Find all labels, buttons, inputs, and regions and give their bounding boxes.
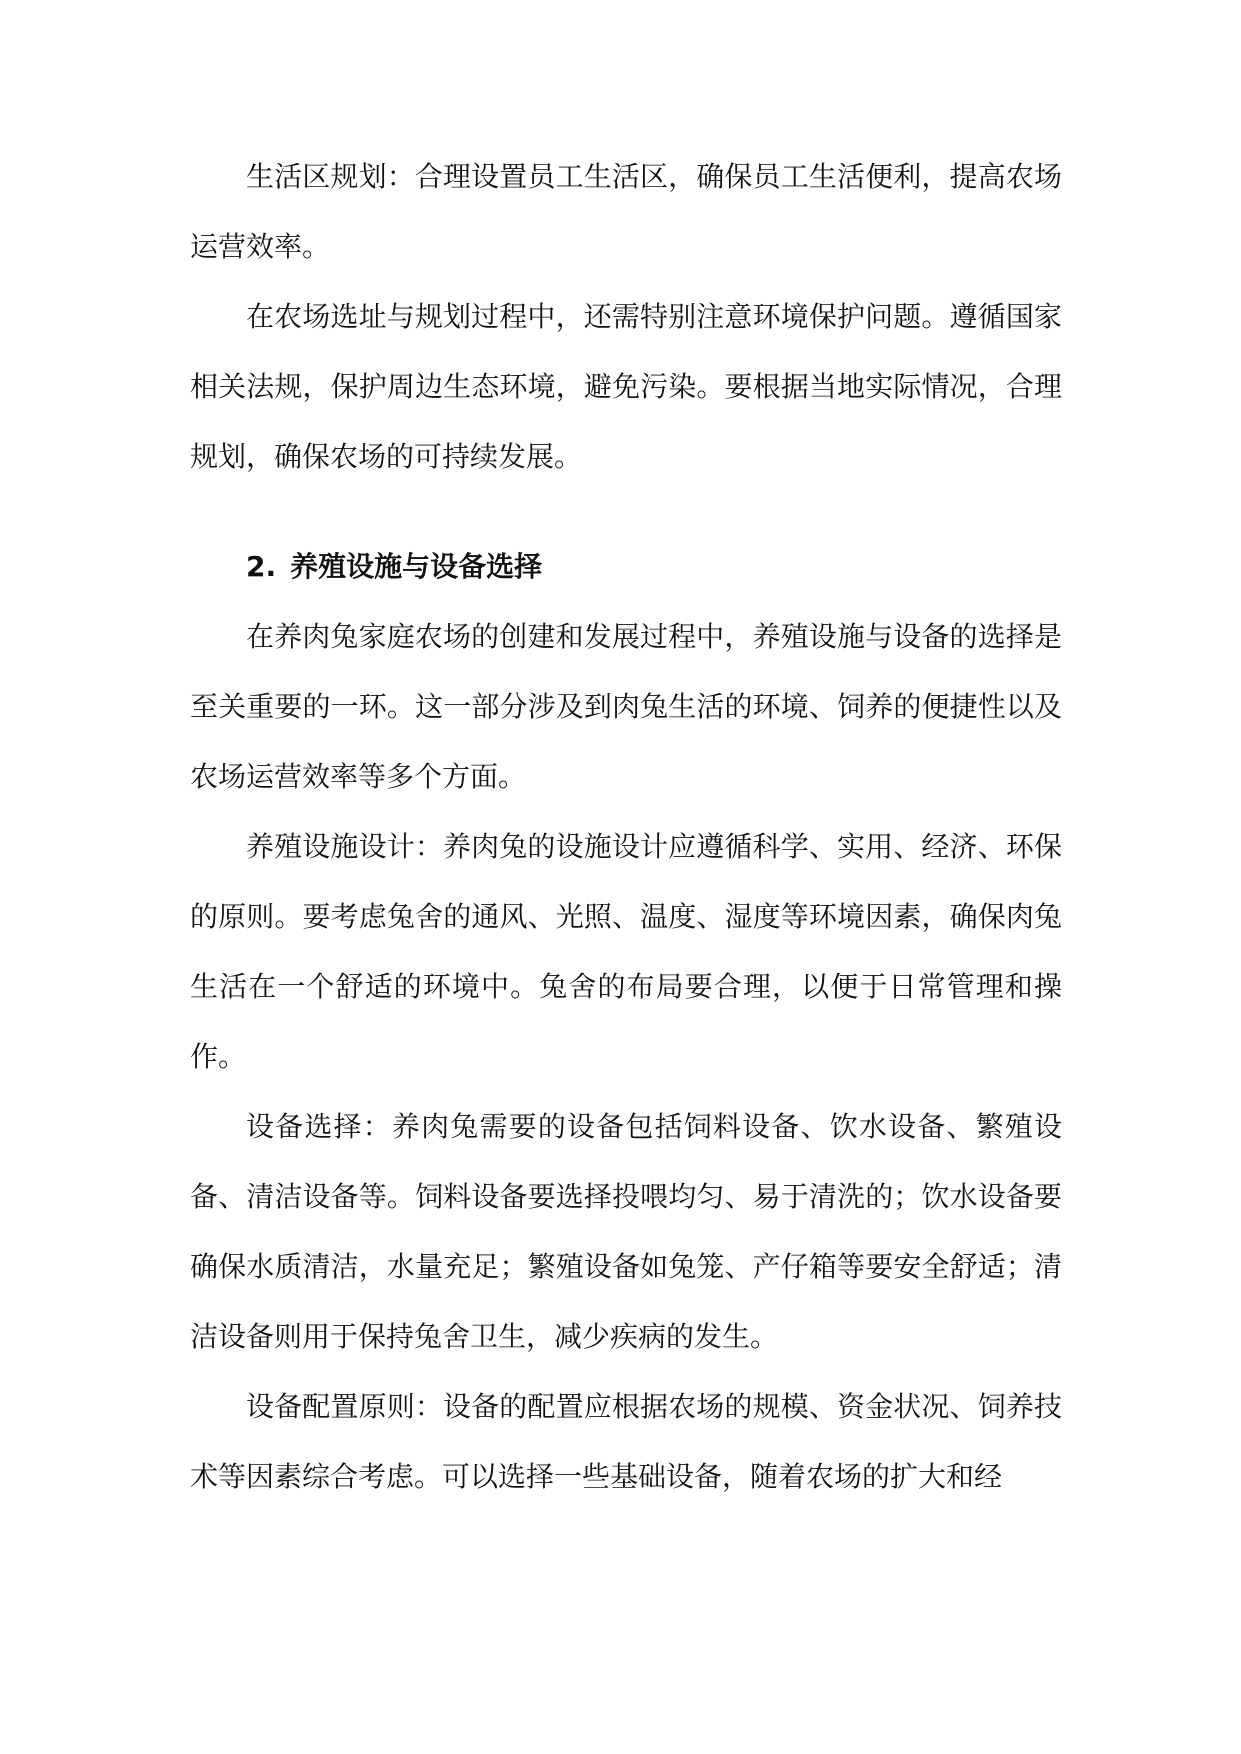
- section-title: 养殖设施与设备选择: [290, 550, 543, 583]
- paragraph-environment-protection: 在农场选址与规划过程中，还需特别注意环境保护问题。遵循国家相关法规，保护周边生态环境，避免污染。要根据当地实际情况，合理规划，确保农场的可持续发展。: [190, 300, 1062, 473]
- document-body: [190, 142, 1062, 1512]
- paragraph-intro: 在养肉兔家庭农场的创建和发展过程中，养殖设施与设备的选择是至关重要的一环。这一部分涉及到肉兔生活的环境、饲养的便捷性以及农场运营效率等多个方面。: [190, 620, 1062, 793]
- paragraph-equipment-principles: 设备配置原则：设备的配置应根据农场的规模、资金状况、饲养技术等因素综合考虑。可以选择一些基础设备，随着农场的扩大和经: [190, 1390, 1062, 1493]
- section-number: 2.: [246, 550, 277, 583]
- section-heading: [190, 532, 1062, 602]
- paragraph-facility-design: 养殖设施设计：养肉兔的设施设计应遵循科学、实用、经济、环保的原则。要考虑兔舍的通风、光照、温度、湿度等环境因素，确保肉兔生活在一个舒适的环境中。兔舍的布局要合理，以便于日常管理和操作。: [190, 830, 1062, 1073]
- paragraph-living-area: 生活区规划：合理设置员工生活区，确保员工生活便利，提高农场运营效率。: [190, 160, 1062, 263]
- paragraph-equipment-selection: 设备选择：养肉兔需要的设备包括饲料设备、饮水设备、繁殖设备、清洁设备等。饲料设备要选择投喂均匀、易于清洗的；饮水设备要确保水质清洁，水量充足；繁殖设备如兔笼、产仔箱等要安全舒适；清洁设备则用于保持兔舍卫生，减少疾病的发生。: [190, 1110, 1062, 1353]
